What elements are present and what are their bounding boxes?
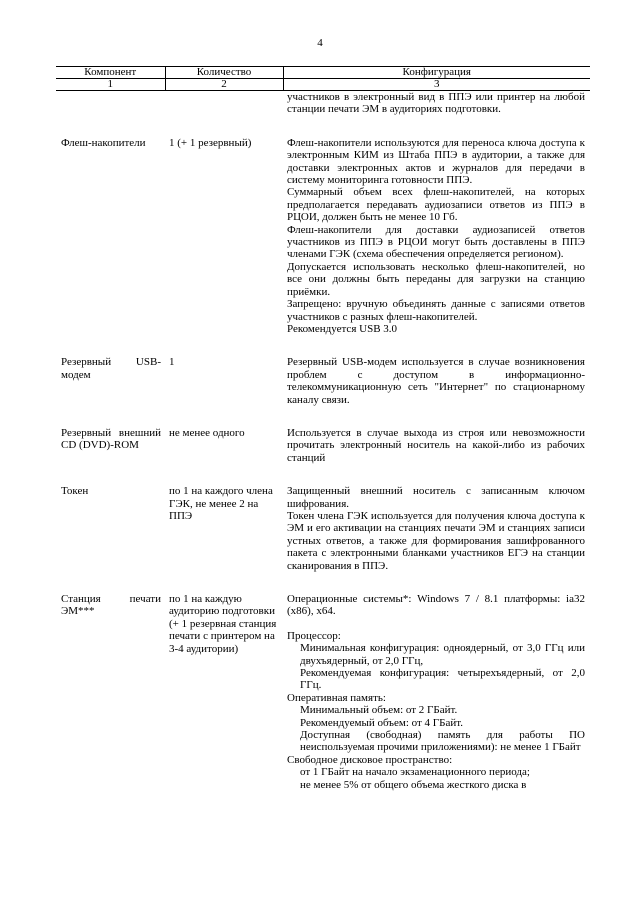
- spec-item: Рекомендуемая конфигурация: четырехъядерный, от 2,0 ГГц.: [300, 667, 585, 692]
- spec-item: не менее 5% от общего объема жесткого диска в: [300, 778, 527, 791]
- component-name: Флеш-накопители: [61, 136, 146, 149]
- header-configuration: Конфигурация: [283, 67, 590, 79]
- spec-heading: Процессор:: [287, 629, 341, 642]
- config-text: Суммарный объем всех флеш-накопителей, на которых предполагается передавать аудиозаписи ответов из ППЭ в РЦОИ, должен быть не менее 10 Гб.: [287, 186, 585, 224]
- component-name: Резервный внешний CD (DVD)-ROM: [61, 426, 161, 452]
- header-number: 1: [56, 79, 165, 91]
- header-numbers-row: [56, 79, 590, 91]
- page-number: 4: [317, 37, 323, 49]
- header-quantity: Количество: [165, 67, 283, 79]
- table-row: [56, 427, 590, 464]
- table-row: [56, 356, 590, 406]
- spec-item: Минимальная конфигурация: одноядерный, от 3,0 ГГц или двухъядерный, от 2,0 ГГц,: [300, 642, 585, 667]
- header-number: 2: [165, 79, 283, 91]
- config-text: Токен члена ГЭК используется для получения ключа доступа к ЭМ и его активации на станциях печати ЭМ и станциях записи устных ответов, а также для формирования зашифрованного пакета с электронными бланками участников ЕГЭ на станции сканирования в ППЭ.: [287, 509, 585, 572]
- config-text: Флеш-накопители используются для переноса ключа доступа к электронным КИМ из Штаба ППЭ в аудитории, а также для доставки электронных актов и журналов для передачи в систему мониторинга готовности ППЭ.: [287, 136, 585, 187]
- config-text: участников в электронный вид в ППЭ или принтер на любой станции печати ЭМ в аудиториях подготовки.: [287, 91, 585, 116]
- component-quantity: 1 (+ 1 резервный): [169, 136, 252, 149]
- component-name: Токен: [61, 485, 89, 498]
- spec-item: Доступная (свободная) память для работы ПО неиспользуемая прочими приложениями): не менее 1 ГБайт: [300, 729, 585, 754]
- header-row: [56, 67, 590, 79]
- header-number: 3: [283, 79, 590, 91]
- component-name: Станция печати ЭМ***: [61, 593, 161, 618]
- config-text: Флеш-накопители для доставки аудиозаписей ответов участников из ППЭ в РЦОИ могут быть доставлены в ППЭ членами ГЭК (схема обеспечения определяется регионом).: [287, 223, 585, 261]
- config-text: Рекомендуется USB 3.0: [287, 322, 398, 335]
- table-row: [56, 485, 590, 572]
- config-os: Операционные системы*: Windows 7 / 8.1 платформы: ia32 (x86), x64.: [287, 593, 585, 618]
- header-component: Компонент: [56, 67, 165, 79]
- spec-item: Минимальный объем: от 2 ГБайт.: [300, 704, 458, 717]
- spec-heading: Оперативная память:: [287, 691, 386, 704]
- equipment-table: [56, 66, 590, 791]
- table-row: [56, 91, 590, 116]
- component-quantity: 1: [169, 356, 175, 369]
- component-quantity: по 1 на каждую аудиторию подготовки (+ 1 резервная станция печати с принтером на 3-4 аудитории): [169, 593, 277, 655]
- table-row: [56, 593, 590, 791]
- config-text: Резервный USB-модем используется в случае возникновения проблем с доступом в информационно-телекоммуникационную сеть "Интернет" по стационарному каналу связи.: [287, 356, 585, 406]
- spec-item: от 1 ГБайт на начало экзаменационного периода;: [300, 766, 530, 779]
- component-name: Резервный USB-модем: [61, 356, 161, 381]
- spec-item: Рекомендуемый объем: от 4 ГБайт.: [300, 716, 463, 729]
- table-row: [56, 137, 590, 336]
- config-text: Защищенный внешний носитель с записанным ключом шифрования.: [287, 485, 585, 510]
- config-text: Допускается использовать несколько флеш-накопителей, но все они должны быть переданы для загрузки на станцию приёмки.: [287, 260, 585, 298]
- component-quantity: по 1 на каждого члена ГЭК, не менее 2 на ППЭ: [169, 485, 273, 522]
- config-text: Запрещено: вручную объединять данные с записями ответов участников с разных флеш-накопителей.: [287, 298, 585, 323]
- component-quantity: не менее одного: [169, 426, 245, 439]
- spec-heading: Свободное дисковое пространство:: [287, 753, 453, 766]
- config-text: Используется в случае выхода из строя или невозможности прочитать электронный носитель на какой-либо из рабочих станций: [287, 426, 585, 464]
